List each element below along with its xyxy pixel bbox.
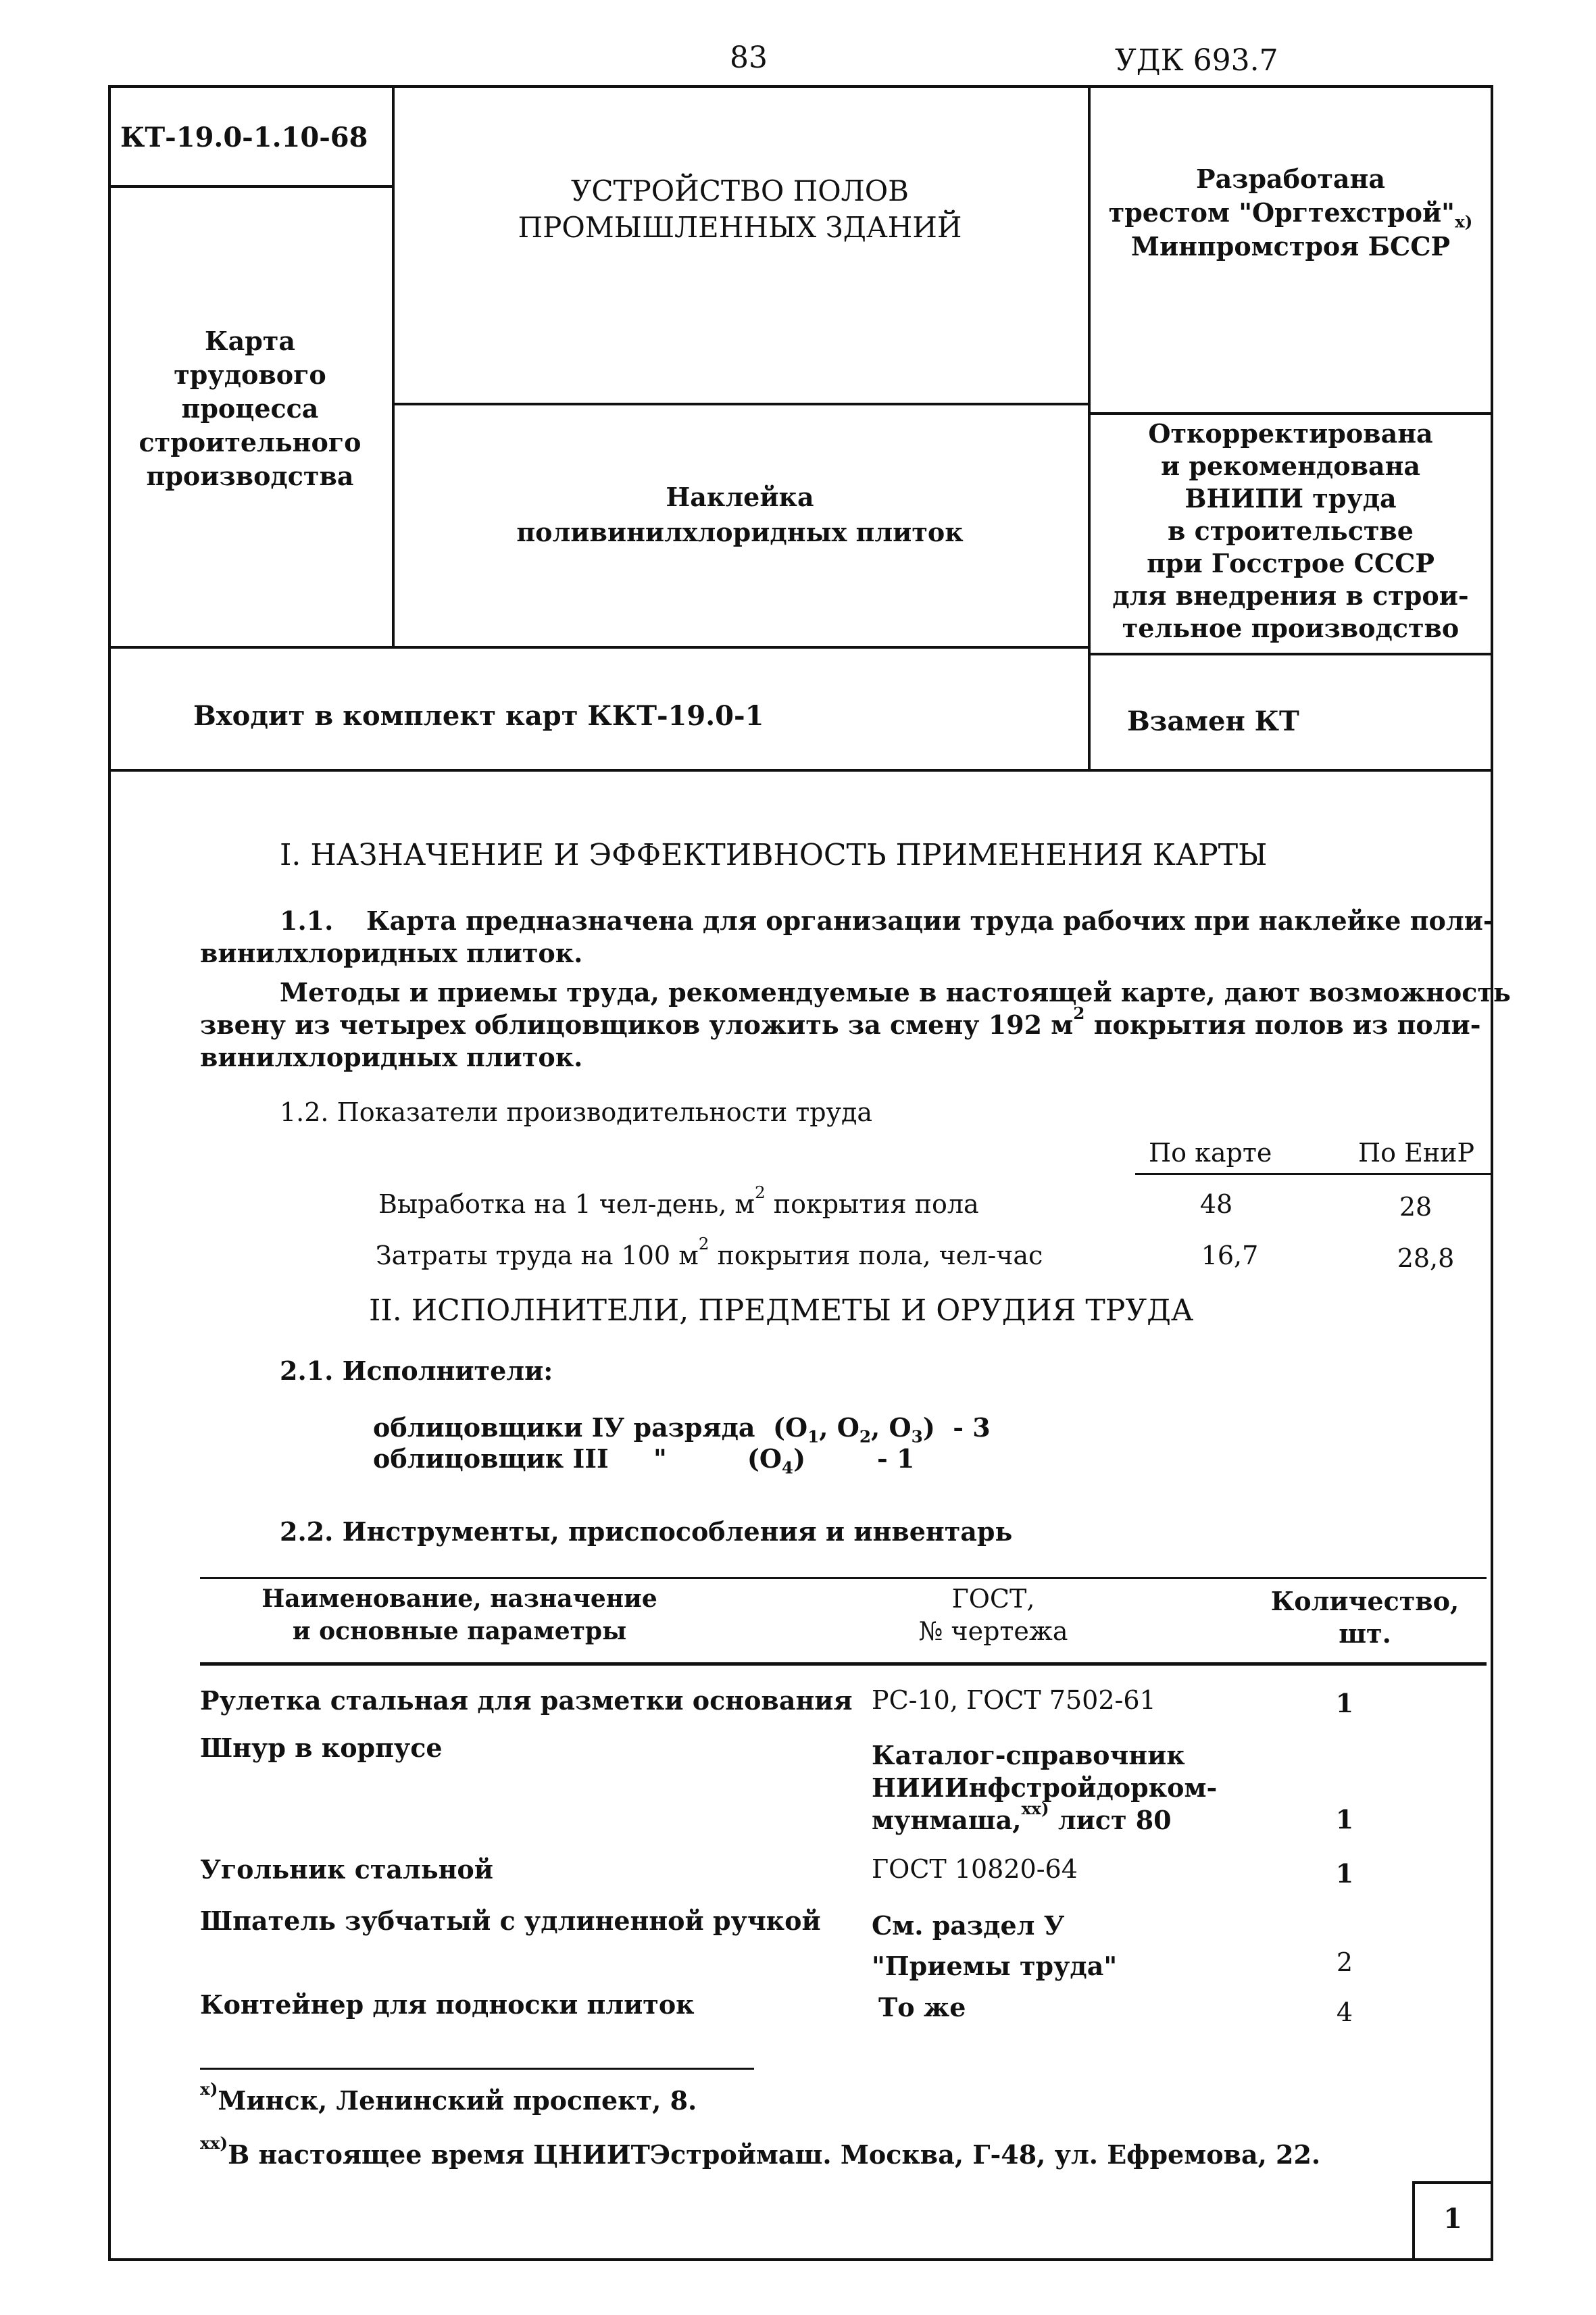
table-row-2-qty: 1 [1335, 1804, 1354, 1835]
th-gost: ГОСТ, № чертежа [918, 1584, 1068, 1646]
table-row-3-name: Угольник стальной [200, 1854, 493, 1885]
table-row-5-gost: То же [878, 1992, 966, 2022]
table-row-1-qty: 1 [1335, 1688, 1354, 1718]
table-row-4-name: Шпатель зубчатый с удлиненной ручкой [200, 1906, 821, 1936]
frame-top [108, 85, 1493, 88]
table-row-1-name: Рулетка стальная для разметки основания [200, 1685, 853, 1716]
grid-left-bottom [108, 646, 1091, 649]
indicators-rule [1135, 1173, 1491, 1175]
p12-heading: 1.2. Показатели производительности труда [280, 1097, 873, 1127]
frame-left [108, 85, 111, 2261]
indicator-2-card: 16,7 [1201, 1241, 1259, 1270]
card-type: Карта трудового процесса строительного производства [139, 326, 361, 491]
indicator-1-card: 48 [1199, 1189, 1233, 1219]
workers-grade4: облицовщики IУ разряда ($O_1$, $O_2$, $O_3) - 3$ [373, 1412, 991, 1447]
table-row-5-qty: 4 [1336, 1997, 1353, 2027]
p21-heading: 2.1. Исполнители: [280, 1355, 553, 1386]
table-row-4-gost: См. раздел У "Приемы труда" [872, 1910, 1118, 1981]
page-number: 83 [730, 41, 768, 75]
table-top-rule [200, 1577, 1487, 1579]
footnote-rule [200, 2068, 754, 2070]
developer: Разработана трестом "$Оргтехстрой"_{x)}$ Минпромстроя БССР [1108, 164, 1473, 262]
table-head-rule [200, 1662, 1487, 1666]
indicator-row-2: Затраты труда на 100 $м^2$ покрытия пола, чел-час [376, 1233, 1043, 1270]
workers-grade3: облицовщик III " $(O_4)$ - 1 [373, 1443, 915, 1478]
p11-num: 1.1. [280, 905, 334, 936]
p11-line2: винилхлоридных плиток. [200, 938, 583, 968]
footnote-2: $^{xx)}$В настоящее время ЦНИИТЭстроймаш. Москва, Г-48, ул. Ефремова, 22. [200, 2133, 1321, 2170]
p11-para2-line2: звену из четырех облицовщиков уложить за смену 192 $м^2$ покрытия полов из поли- [200, 1003, 1481, 1040]
header-bottom [108, 769, 1493, 772]
col-by-card: По карте [1149, 1138, 1272, 1168]
footnote-1: $^{x)}$Минск, Ленинский проспект, 8. [200, 2078, 697, 2116]
corrected-by: Откорректирована и рекомендована ВНИПИ труда в строительстве при Госстрое СССР для внедрения в строи- тельное производство [1112, 418, 1469, 643]
udk-code: УДК 693.7 [1115, 43, 1278, 78]
frame-bottom [108, 2258, 1493, 2261]
indicator-row-1: Выработка на 1 чел-день, $м^2$ покрытия пола [378, 1182, 979, 1219]
card-title: Наклейка поливинилхлоридных плиток [516, 482, 964, 547]
section1-heading: I. НАЗНАЧЕНИЕ И ЭФФЕКТИВНОСТЬ ПРИМЕНЕНИЯ КАРТЫ [280, 838, 1268, 872]
col-by-enir: По ЕниР [1358, 1138, 1475, 1168]
p11-para2-line1: Методы и приемы труда, рекомендуемые в настоящей карте, дают возможность [280, 977, 1511, 1007]
frame-right [1491, 85, 1493, 2261]
indicator-2-enir: 28,8 [1397, 1243, 1455, 1273]
indicator-1-enir: 28 [1399, 1192, 1432, 1222]
grid-mid-h [392, 403, 1091, 405]
p22-heading: 2.2. Инструменты, приспособления и инвентарь [280, 1516, 1013, 1547]
grid-code-bottom [108, 185, 395, 188]
table-row-3-qty: 1 [1335, 1858, 1354, 1889]
table-row-4-qty: 2 [1336, 1947, 1353, 1977]
sheet-box-top [1412, 2181, 1493, 2184]
grid-v1 [392, 85, 395, 649]
grid-v2 [1088, 85, 1091, 772]
set-note: Входит в комплект карт ККТ-19.0-1 [193, 700, 764, 732]
table-row-2-gost: Каталог-справочник НИИИнфстройдорком- мунмаша,$^{xx)}$ лист 80 [872, 1740, 1218, 1835]
th-name: Наименование, назначение и основные параметры [261, 1585, 657, 1645]
subject-title: УСТРОЙСТВО ПОЛОВ ПРОМЫШЛЕННЫХ ЗДАНИЙ [518, 174, 962, 244]
section2-heading: II. ИСПОЛНИТЕЛИ, ПРЕДМЕТЫ И ОРУДИЯ ТРУДА [369, 1293, 1194, 1328]
grid-right-h [1088, 412, 1493, 415]
th-qty: Количество, шт. [1270, 1586, 1460, 1649]
table-row-5-name: Контейнер для подноски плиток [200, 1989, 695, 2020]
sheet-number: 1 [1443, 2203, 1462, 2235]
replaces-note: Взамен КТ [1127, 705, 1299, 737]
table-row-1-gost: РС-10, ГОСТ 7502-61 [872, 1685, 1156, 1715]
grid-right-bottom [1088, 653, 1493, 655]
p11-para2-line3: винилхлоридных плиток. [200, 1042, 583, 1072]
card-code: КТ-19.0-1.10-68 [120, 122, 368, 153]
table-row-3-gost: ГОСТ 10820-64 [872, 1854, 1078, 1884]
p11-line1: Карта предназначена для организации труда рабочих при наклейке поли- [366, 905, 1494, 936]
table-row-2-name: Шнур в корпусе [200, 1733, 443, 1763]
